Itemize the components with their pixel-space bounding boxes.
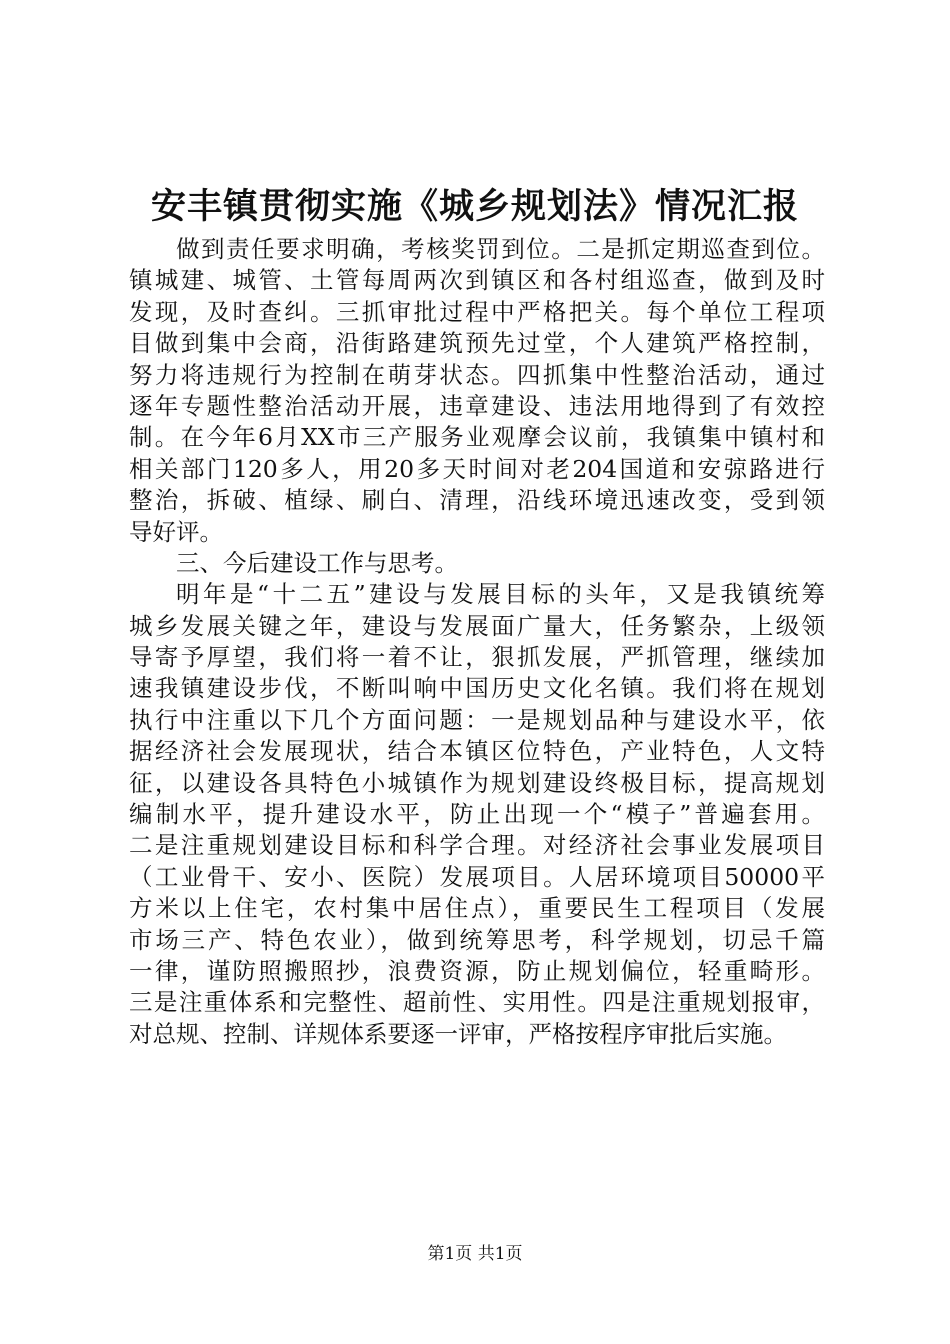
text-line: 导好评。 <box>129 517 223 546</box>
paragraph <box>129 548 825 579</box>
text-line: 市场三产、特色农业），做到统筹思考，科学规划，切忌千篇 <box>129 925 825 954</box>
text-line: 编制水平，提升建设水平，防止出现一个“模子”普遍套用。 <box>129 800 825 829</box>
document-body <box>129 234 825 1050</box>
text-line: 逐年专题性整治活动开展，违章建设、违法用地得到了有效控 <box>129 391 825 420</box>
page-footer: 第1页 共1页 <box>427 1244 523 1264</box>
text-line: 发现，及时查纠。三抓审批过程中严格把关。每个单位工程项 <box>129 297 825 326</box>
text-line: 据经济社会发展现状，结合本镇区位特色，产业特色，人文特 <box>129 737 825 766</box>
text-line: 三、今后建设工作与思考。 <box>176 548 458 577</box>
text-line: 镇城建、城管、土管每周两次到镇区和各村组巡查，做到及时 <box>129 266 825 295</box>
text-line: 目做到集中会商，沿街路建筑预先过堂，个人建筑严格控制， <box>129 329 825 358</box>
text-line: 制。在今年6月XX市三产服务业观摩会议前，我镇集中镇村和 <box>129 423 825 452</box>
text-line: 努力将违规行为控制在萌芽状态。四抓集中性整治活动，通过 <box>129 360 825 389</box>
paragraph <box>129 234 825 548</box>
text-line: 方米以上住宅，农村集中居住点），重要民生工程项目（发展 <box>129 894 825 923</box>
text-line: 导寄予厚望，我们将一着不让，狠抓发展，严抓管理，继续加 <box>129 643 825 672</box>
text-line: 二是注重规划建设目标和科学合理。对经济社会事业发展项目 <box>129 831 825 860</box>
text-line: 执行中注重以下几个方面问题：一是规划品种与建设水平，依 <box>129 705 825 734</box>
text-line: 做到责任要求明确，考核奖罚到位。二是抓定期巡查到位。 <box>176 235 825 263</box>
paragraph <box>129 579 825 1050</box>
text-line: 明年是“十二五”建设与发展目标的头年，又是我镇统筹 <box>176 580 825 609</box>
text-line: 城乡发展关键之年，建设与发展面广量大，任务繁杂，上级领 <box>129 611 825 640</box>
page-title: 安丰镇贯彻实施《城乡规划法》情况汇报 <box>150 186 799 227</box>
text-line: 征，以建设各具特色小城镇作为规划建设终极目标，提高规划 <box>129 768 825 797</box>
text-line: 一律，谨防照搬照抄，浪费资源，防止规划偏位，轻重畸形。 <box>129 956 825 985</box>
text-line: 相关部门120多人，用20多天时间对老204国道和安弶路进行 <box>129 454 825 483</box>
text-line: 对总规、控制、详规体系要逐一评审，严格按程序审批后实施。 <box>129 1019 787 1048</box>
text-line: 三是注重体系和完整性、超前性、实用性。四是注重规划报审， <box>129 988 825 1017</box>
text-line: 整治，拆破、植绿、刷白、清理，沿线环境迅速改变，受到领 <box>129 486 825 515</box>
text-line: 速我镇建设步伐，不断叫响中国历史文化名镇。我们将在规划 <box>129 674 825 703</box>
text-line: （工业骨干、安小、医院）发展项目。人居环境项目50000平 <box>129 862 825 891</box>
